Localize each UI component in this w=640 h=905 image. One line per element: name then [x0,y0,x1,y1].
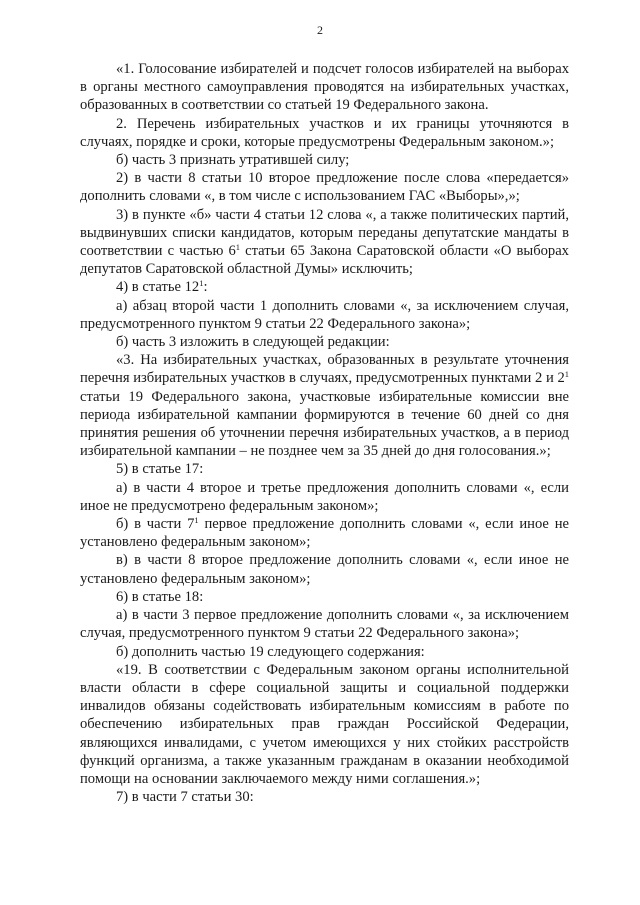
paragraph [80,206,569,279]
paragraph-text-tail: статьи 19 Федерального закона, участковые избирательные комиссии вне периода избирательной кампании формируются в течение 60 дней со дня принятия решения об уточнении перечня избирательных участков, а в период избирательной кампании – не позднее чем за 35 дней до дня голосования.»; [80,388,569,460]
paragraph-text: а) в части 4 второе и третье предложения дополнить словами «, если иное не предусмотрено федеральным законом»; [80,479,569,514]
paragraph [80,460,569,478]
paragraph-text: «19. В соответствии с Федеральным законом органы исполнительной власти области в сфере социальной защиты и социальной поддержки инвалидов обязаны содействовать избирательным комиссиям в работе по обеспечению избирательных прав граждан Российской Федерации, являющихся инвалидами, с учетом имеющихся у них стойких расстройств функций организма, а также указанным гражданам в оказании необходимой помощи на основании заключаемого между ними соглашения.»; [80,661,569,787]
paragraph [80,788,569,806]
paragraph [80,515,569,551]
paragraph [80,278,569,296]
paragraph [80,60,569,115]
paragraph-text: «3. На избирательных участках, образованных в результате уточнения перечня избирательных участков в случаях, предусмотренных пунктами 2 и 2 [80,352,569,387]
paragraph-text: 6) в статье 18: [116,588,204,605]
document-body [80,60,569,806]
paragraph-text-tail: первое предложение дополнить словами «, если иное не установлено федеральным законом»; [80,516,569,551]
superscript: 1 [194,515,199,526]
paragraph [80,151,569,169]
paragraph-text: «1. Голосование избирателей и подсчет голосов избирателей на выборах в органы местного самоуправления проводятся на избирательных участках, образованных в соответствии со статьей 19 Федерального закона. [80,61,569,114]
paragraph [80,643,569,661]
paragraph-text: 2) в части 8 статьи 10 второе предложение после слова «передается» дополнить словами «, в том числе с использованием ГАС «Выборы»,»; [80,170,569,205]
paragraph-text: б) часть 3 признать утратившей силу; [116,152,350,169]
paragraph [80,333,569,351]
paragraph [80,588,569,606]
paragraph-text: 2. Перечень избирательных участков и их границы уточняются в случаях, порядке и сроки, которые предусмотрены Федеральным законом.»; [80,115,569,150]
paragraph [80,551,569,587]
paragraph-text: 7) в части 7 статьи 30: [116,789,254,806]
paragraph [80,606,569,642]
paragraph [80,661,569,788]
paragraph [80,169,569,205]
paragraph [80,297,569,333]
superscript: 1 [564,369,569,380]
paragraph-text: 5) в статье 17: [116,461,204,478]
page-number: 2 [317,23,323,37]
paragraph-text: 4) в статье 12 [116,279,200,296]
paragraph-text: в) в части 8 второе предложение дополнить словами «, если иное не установлено федеральным законом»; [80,552,569,587]
paragraph-text-tail: : [203,279,208,296]
paragraph-text: 3) в пункте «б» части 4 статьи 12 слова «, а также политических партий, выдвинувших списки кандидатов, которым переданы депутатские мандаты в соответствии с частью 6 [80,206,569,260]
paragraph-text: б) в части 7 [116,516,195,533]
paragraph [80,115,569,151]
paragraph-text: а) абзац второй части 1 дополнить словами «, за исключением случая, предусмотренного пунктом 9 статьи 22 Федерального закона»; [80,297,569,332]
paragraph-text: а) в части 3 первое предложение дополнить словами «, за исключением случая, предусмотренного пунктом 9 статьи 22 Федерального закона»; [80,607,569,642]
paragraph [80,351,569,460]
paragraph [80,479,569,515]
paragraph-text: б) часть 3 изложить в следующей редакции: [116,334,390,351]
superscript: 1 [235,242,241,253]
superscript: 1 [199,278,204,289]
paragraph-text: б) дополнить частью 19 следующего содержания: [116,643,425,660]
paragraph-text-tail: статьи 65 Закона Саратовской области «О выборах депутатов Саратовской областной Думы» исключить; [80,243,569,278]
